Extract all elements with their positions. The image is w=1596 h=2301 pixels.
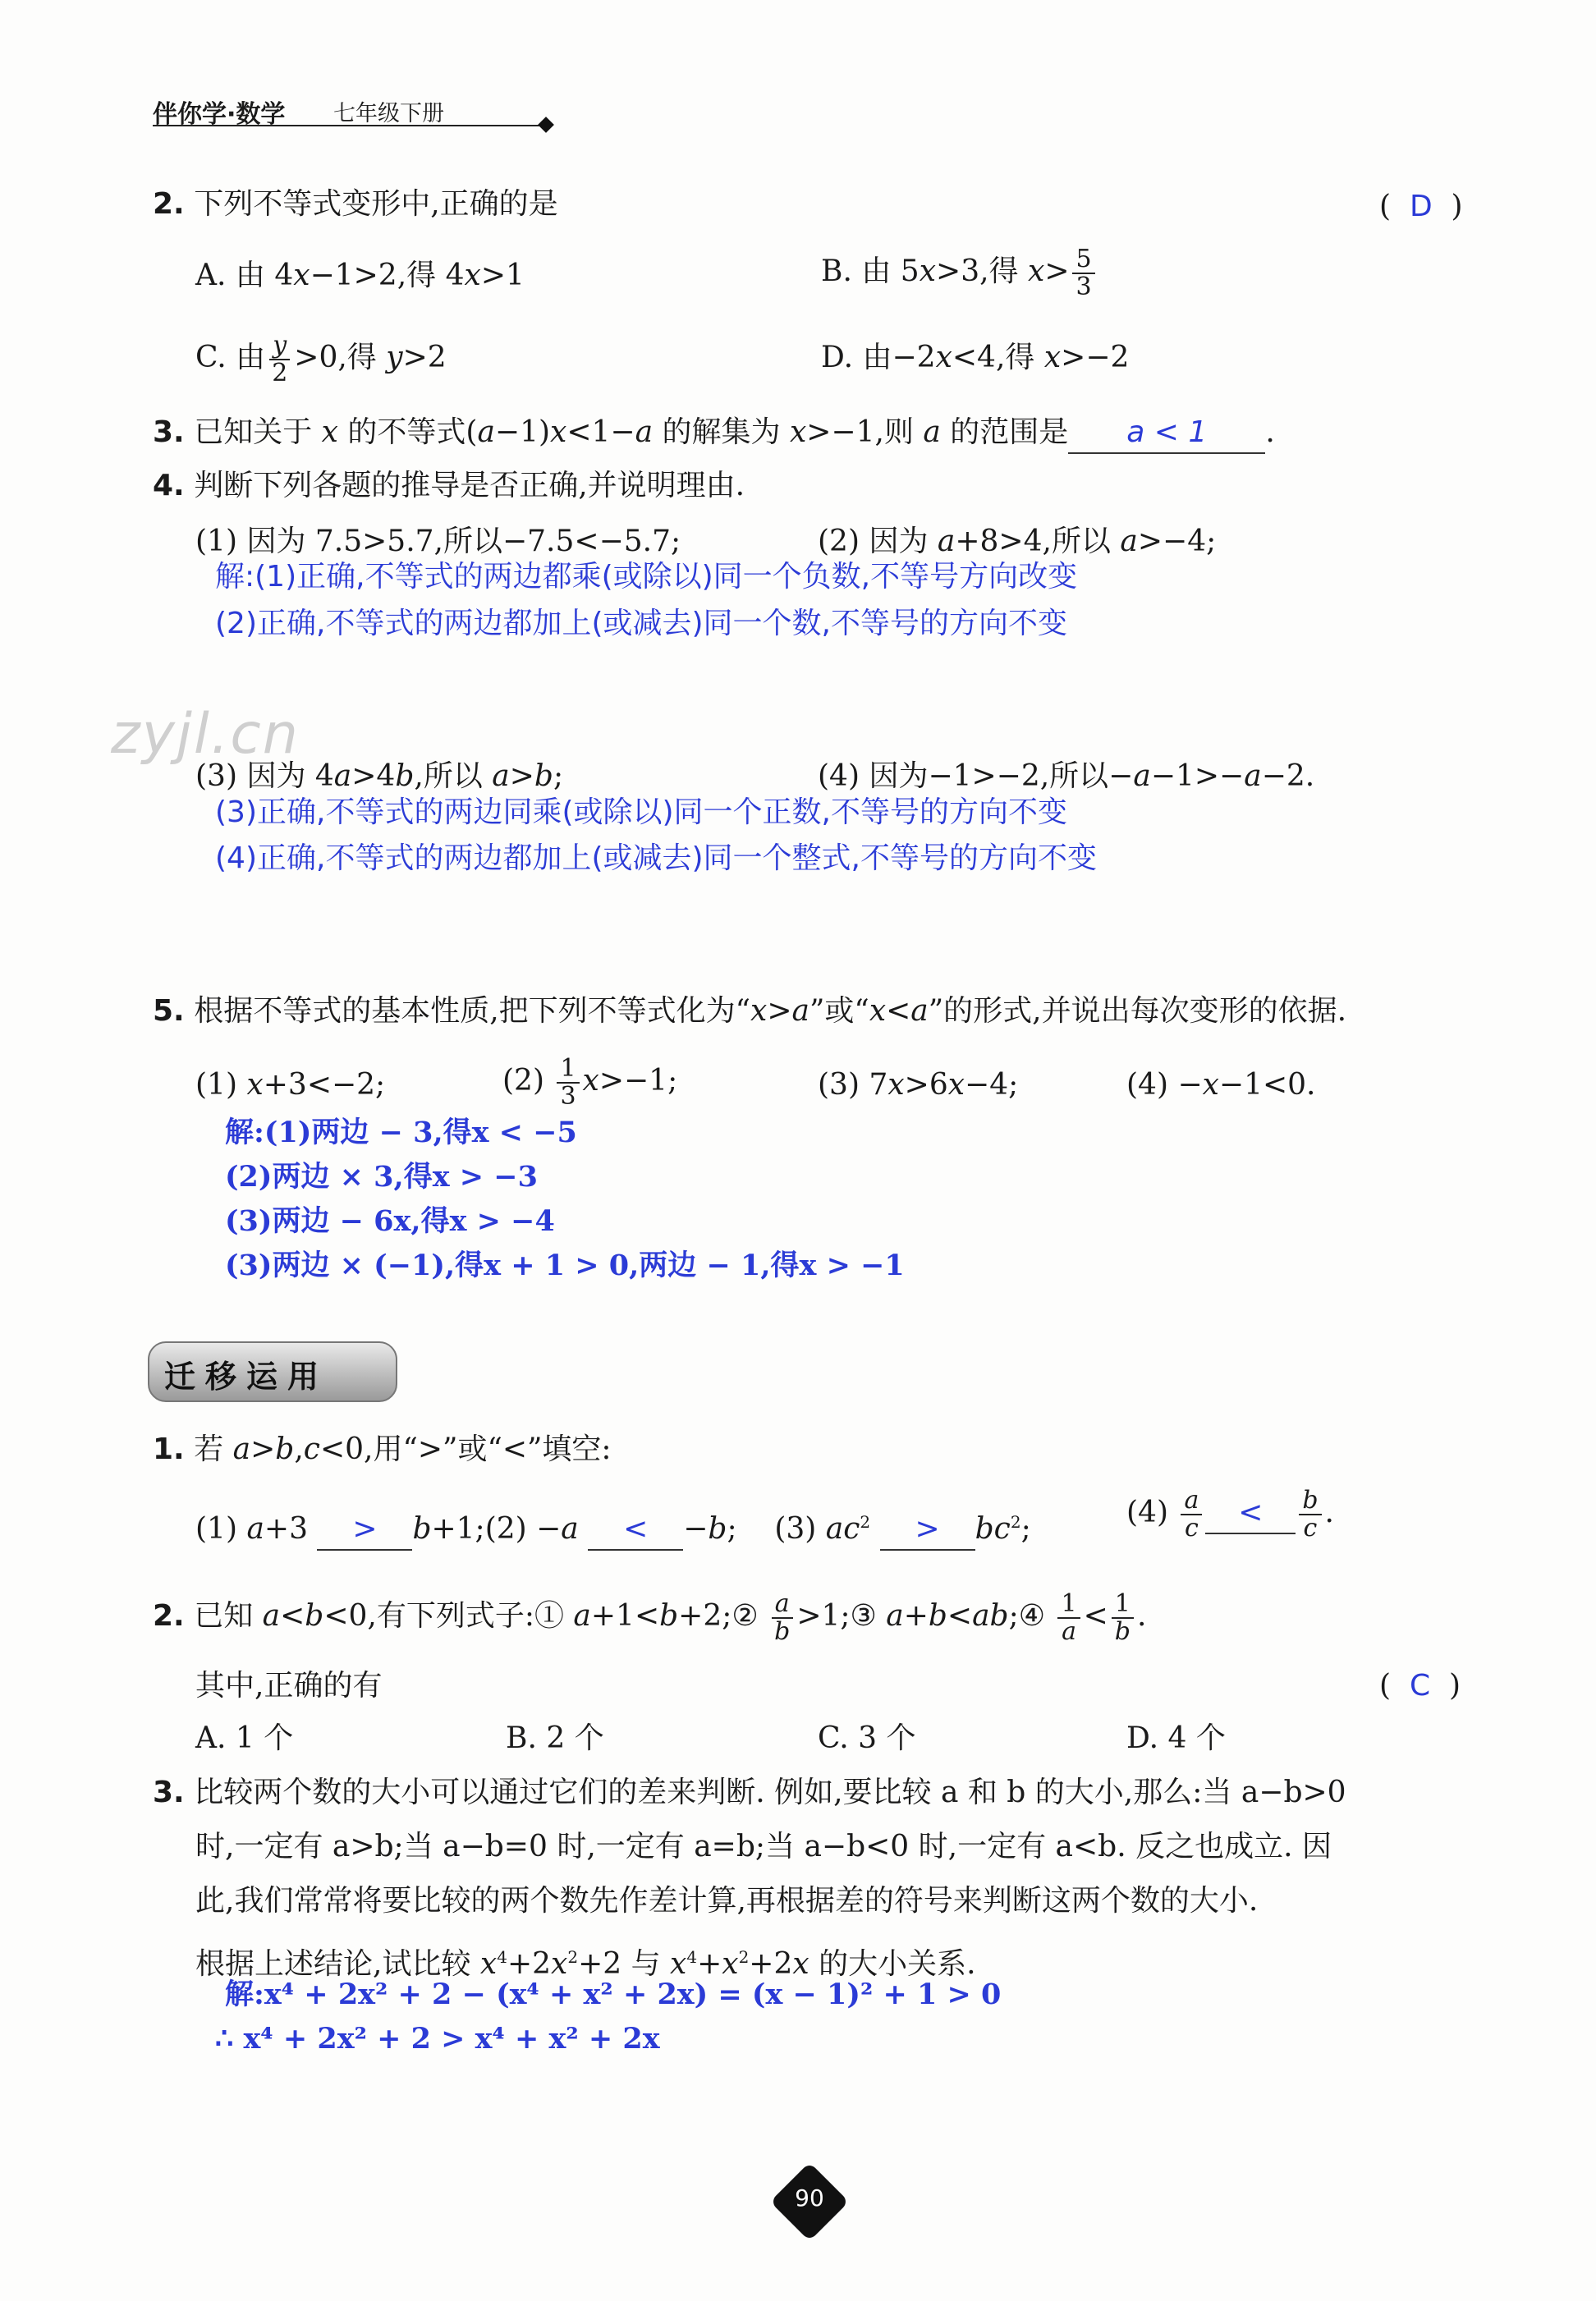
q4-part3: (3) 因为 4a>4b,所以 a>b; <box>195 759 564 793</box>
q2-option-d: D. 由−2x<4,得 x>−2 <box>821 341 1130 374</box>
q2-number: 2. <box>153 187 185 221</box>
t3-answer-1: 解:x⁴ + 2x² + 2 − (x⁴ + x² + 2x) = (x − 1)² + 1 > 0 <box>225 1978 1002 2011</box>
t1-item3: (3) $ac^2 > bc^2$; <box>774 1512 1030 1546</box>
q5-answer-4: (3)两边 × (−1),得x + 1 > 0,两边 − 1,得x > −1 <box>225 1249 905 1282</box>
header-subtitle: 七年级下册 <box>333 101 444 126</box>
q5-sub1: (1) x+3<−2; <box>195 1068 386 1102</box>
q5-sub2: (2) $\frac{1}{3}$ x>−1; <box>502 1054 678 1111</box>
q4-answer-2: (2)正确,不等式的两边都加上(或减去)同一个数,不等号的方向不变 <box>215 607 1067 640</box>
t2-answer: C <box>1409 1669 1431 1703</box>
t2-option-b: B. 2 个 <box>506 1721 604 1755</box>
t2-option-c: C. 3 个 <box>818 1721 916 1755</box>
q4-part4: (4) 因为−1>−2,所以−a−1>−a−2. <box>818 759 1315 793</box>
q5-sub4: (4) −x−1<0. <box>1126 1068 1316 1102</box>
header-rule <box>153 125 545 126</box>
q4-part1: (1) 因为 7.5>5.7,所以−7.5<−5.7; <box>195 525 681 558</box>
q5-answer-2: (2)两边 × 3,得x > −3 <box>225 1160 538 1194</box>
q2-stem-text: 下列不等式变形中,正确的是 <box>194 187 558 221</box>
q2-answer: D <box>1409 190 1433 223</box>
q5-answer-1: 解:(1)两边 − 3,得x < −5 <box>225 1116 577 1149</box>
t1-item2: (2) −a < −b; <box>485 1512 737 1546</box>
t3-line2: 时,一定有 a>b;当 a−b=0 时,一定有 a=b;当 a−b<0 时,一定有 a<b. 反之也成立. 因 <box>195 1830 1332 1863</box>
t1-items <box>195 1502 1031 1551</box>
t1-answer-2: < <box>623 1512 649 1546</box>
t1-answer-1: > <box>352 1512 378 1546</box>
t1-stem: 1. 若 a>b,c<0,用“>”或“<”填空: <box>153 1432 612 1466</box>
t1-answer-3: > <box>915 1512 940 1546</box>
q2-option-a: A. 由 4x−1>2,得 4x>1 <box>195 259 525 292</box>
page-number: 90 <box>795 2184 824 2212</box>
t1-item4: (4) $\frac{a}{c}$ < $\frac{b}{c}$ . <box>1126 1486 1334 1542</box>
header-title: 伴你学·数学 <box>153 100 286 129</box>
q2-option-b: B. 由 5x>3,得 x> $\frac{5}{3}$ <box>821 246 1098 300</box>
t2-option-a: A. 1 个 <box>195 1721 294 1755</box>
t3-line1: 3. 比较两个数的大小可以通过它们的差来判断. 例如,要比较 a 和 b 的大小,那么:当 a−b>0 <box>153 1776 1346 1809</box>
t1-answer-4: < <box>1238 1496 1264 1529</box>
q3-answer: a < 1 <box>1126 415 1208 449</box>
q5-sub3: (3) 7x>6x−4; <box>818 1068 1019 1102</box>
q2-option-c: C. 由 $\frac{y}{2}$ >0,得 y>2 <box>195 331 447 387</box>
q5-answer-3: (3)两边 − 6x,得x > −4 <box>225 1204 555 1238</box>
t2-answer-box: ( C ) <box>1379 1669 1461 1703</box>
q4-answer-1: 解:(1)正确,不等式的两边都乘(或除以)同一个负数,不等号方向改变 <box>215 560 1078 594</box>
t3-answer-2: ∴ x⁴ + 2x² + 2 > x⁴ + x² + 2x <box>215 2022 660 2056</box>
q5-stem: 5. 根据不等式的基本性质,把下列不等式化为“x>a”或“x<a”的形式,并说出每次变形的依据. <box>153 994 1347 1028</box>
section-title: 迁移运用 <box>164 1359 329 1395</box>
q4-answer-3: (3)正确,不等式的两边同乘(或除以)同一个正数,不等号的方向不变 <box>215 795 1067 829</box>
q3-stem: 3. 已知关于 x 的不等式(a−1)x<1−a 的解集为 x>−1,则 a 的范围是 a < 1 . <box>153 413 1275 454</box>
q4-answer-4: (4)正确,不等式的两边都加上(或减去)同一个整式,不等号的方向不变 <box>215 841 1097 875</box>
t2-line2: 其中,正确的有 <box>195 1669 383 1703</box>
t1-item1: (1) a+3 > b+1; <box>195 1512 485 1546</box>
q2-stem <box>153 185 558 224</box>
header-diamond-icon <box>538 117 554 133</box>
q4-stem: 4. 判断下列各题的推导是否正确,并说明理由. <box>153 469 745 502</box>
section-badge <box>148 1341 397 1402</box>
t2-stem: 2. 已知 a<b<0,有下列式子:① a+1<b+2;② $\frac{a}{b}$ >1;③ a+b<ab;④ $\frac{1}{a}$ < $\frac{1}{b}$ . <box>153 1589 1147 1646</box>
t3-line3: 此,我们常常将要比较的两个数先作差计算,再根据差的符号来判断这两个数的大小. <box>195 1884 1259 1918</box>
q2-answer-box: ( D ) <box>1379 190 1463 223</box>
q4-part2: (2) 因为 a+8>4,所以 a>−4; <box>818 525 1217 558</box>
t2-option-d: D. 4 个 <box>1126 1721 1226 1755</box>
watermark: zyjl.cn <box>111 702 300 767</box>
t3-line4: 根据上述结论,试比较 $x^4+2x^2+2$ 与 $x^4+x^2+2x$ 的大小关系. <box>195 1947 976 1981</box>
